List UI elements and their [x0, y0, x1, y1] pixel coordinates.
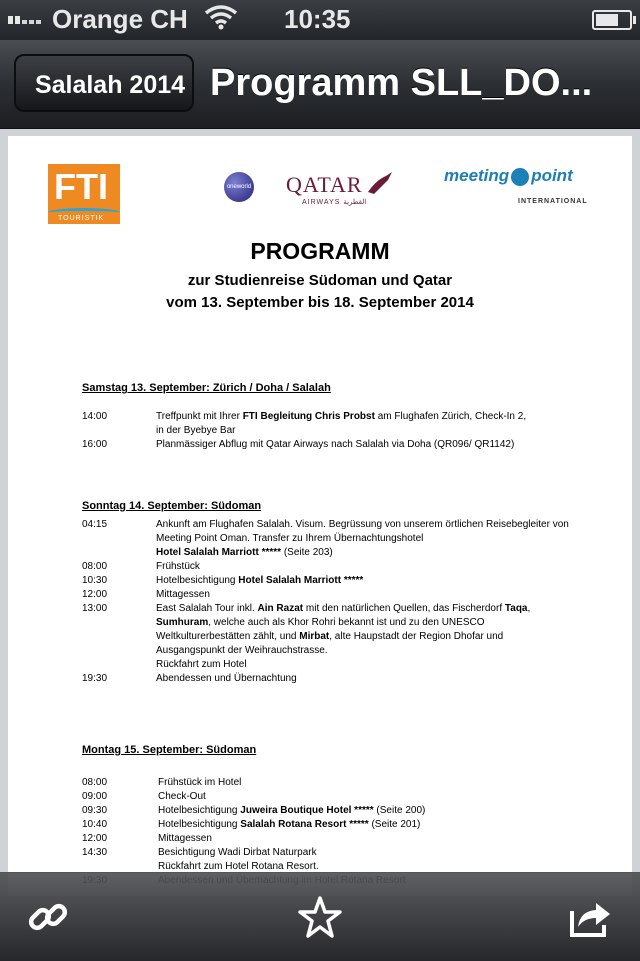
entry-line: Weltkulturerbestätten zählt, und Mirbat, alte Haupstadt der Region Dhofar und	[156, 631, 504, 642]
entry-time: 10:40	[82, 819, 108, 830]
entry-description	[158, 818, 598, 832]
document-date-range: vom 13. September bis 18. September 2014	[166, 294, 474, 311]
entry-time: 19:30	[82, 673, 108, 684]
entry-line: Hotelbesichtigung Hotel Salalah Marriott *****	[156, 575, 364, 586]
clock: 10:35	[284, 4, 351, 34]
itinerary-entry	[82, 672, 602, 686]
itinerary-entry	[82, 832, 602, 846]
entry-line: Rückfahrt zum Hotel Rotana Resort.	[158, 861, 319, 872]
link-icon[interactable]	[26, 895, 70, 939]
entry-time: 14:00	[82, 411, 108, 422]
entry-line: Abendessen und Übernachtung	[156, 673, 297, 684]
entry-line: Ausgangspunkt der Weihrauchstrasse.	[156, 645, 328, 656]
carrier-name: Orange CH	[52, 4, 188, 34]
entry-time: 09:30	[82, 805, 108, 816]
day-heading: Sonntag 14. September: Südoman	[82, 500, 262, 512]
entry-description	[156, 560, 596, 574]
entry-time: 12:00	[82, 833, 108, 844]
entry-time: 09:00	[82, 791, 108, 802]
entry-line: Ankunft am Flughafen Salalah. Visum. Begrüssung von unserem örtlichen Reisebegleiter von	[156, 519, 569, 530]
oneworld-logo: oneworld	[224, 172, 254, 202]
entry-description	[158, 790, 598, 804]
entry-line: Besichtigung Wadi Dirbat Naturpark	[158, 847, 317, 858]
entry-description	[158, 846, 598, 874]
entry-time: 04:15	[82, 519, 108, 530]
back-button[interactable]	[14, 54, 194, 112]
entry-description	[156, 602, 596, 672]
back-button-label: Salalah 2014	[34, 71, 186, 99]
itinerary-entry	[82, 438, 602, 452]
entry-description	[156, 518, 596, 560]
entry-line: Sumhuram, welche auch als Khor Rohri bekannt ist und zu den UNESCO	[156, 617, 485, 628]
navigation-bar	[0, 40, 640, 129]
oryx-icon	[366, 170, 394, 198]
entry-line: Meeting Point Oman. Transfer zu Ihrem Übernachtungshotel	[156, 533, 424, 544]
itinerary-entry	[82, 818, 602, 832]
entry-line: Mittagessen	[156, 589, 210, 600]
document-title: PROGRAMM	[250, 238, 390, 264]
itinerary-entry	[82, 602, 602, 672]
itinerary-entry	[82, 518, 602, 560]
itinerary-entry	[82, 790, 602, 804]
entry-line: Hotelbesichtigung Juweira Boutique Hotel ***** (Seite 200)	[158, 805, 426, 816]
battery-icon	[592, 10, 632, 30]
day-heading: Montag 15. September: Südoman	[82, 744, 257, 756]
share-icon[interactable]	[568, 895, 612, 939]
status-bar	[0, 0, 640, 40]
entry-line: Hotel Salalah Marriott ***** (Seite 203)	[156, 547, 333, 558]
entry-time: 16:00	[82, 439, 108, 450]
entry-line: Check-Out	[158, 791, 206, 802]
entry-description	[156, 574, 596, 588]
entry-line: Treffpunkt mit Ihrer FTI Begleitung Chris Probst am Flughafen Zürich, Check-In 2,	[156, 411, 527, 422]
entry-description	[158, 776, 598, 790]
itinerary-entry	[82, 776, 602, 790]
entry-description	[156, 410, 596, 438]
star-icon[interactable]	[298, 895, 342, 939]
battery-level	[596, 14, 618, 26]
wifi-icon	[204, 4, 238, 37]
entry-line: East Salalah Tour inkl. Ain Razat mit den natürlichen Quellen, das Fischerdorf Taqa,	[156, 603, 531, 614]
itinerary-entry	[82, 588, 602, 602]
globe-icon	[511, 168, 529, 186]
day-heading: Samstag 13. September: Zürich / Doha / Salalah	[82, 382, 331, 394]
entry-line: Frühstück im Hotel	[158, 777, 242, 788]
entry-description	[156, 588, 596, 602]
entry-time: 12:00	[82, 589, 108, 600]
entry-line: Planmässiger Abflug mit Qatar Airways nach Salalah via Doha (QR096/ QR1142)	[156, 439, 515, 450]
entry-line: Hotelbesichtigung Salalah Rotana Resort ***** (Seite 201)	[158, 819, 421, 830]
entry-line: in der Byebye Bar	[156, 425, 236, 436]
entry-description	[158, 832, 598, 846]
entry-time: 10:30	[82, 575, 108, 586]
bottom-toolbar	[0, 872, 640, 961]
fti-logo: FTI TOURISTIK	[48, 164, 120, 224]
entry-line: Frühstück	[156, 561, 200, 572]
meeting-point-logo: meeting point INTERNATIONAL	[444, 166, 588, 205]
entry-description	[156, 672, 596, 686]
entry-time: 08:00	[82, 561, 108, 572]
itinerary-entry	[82, 804, 602, 818]
entry-time: 13:00	[82, 603, 108, 614]
itinerary-entry	[82, 574, 602, 588]
page-title: Programm SLL_DO...	[210, 62, 593, 104]
entry-time: 14:30	[82, 847, 108, 858]
itinerary-entry	[82, 410, 602, 438]
qatar-airways-logo: QATAR AIRWAYS القطرية	[286, 172, 366, 206]
itinerary-entry	[82, 846, 602, 874]
document-page[interactable]	[8, 136, 632, 896]
entry-description	[156, 438, 596, 452]
entry-line: Mittagessen	[158, 833, 212, 844]
entry-description	[158, 804, 598, 818]
entry-time: 08:00	[82, 777, 108, 788]
entry-line: Rückfahrt zum Hotel	[156, 659, 247, 670]
document-subtitle: zur Studienreise Südoman und Qatar	[187, 272, 453, 289]
itinerary-entry	[82, 560, 602, 574]
